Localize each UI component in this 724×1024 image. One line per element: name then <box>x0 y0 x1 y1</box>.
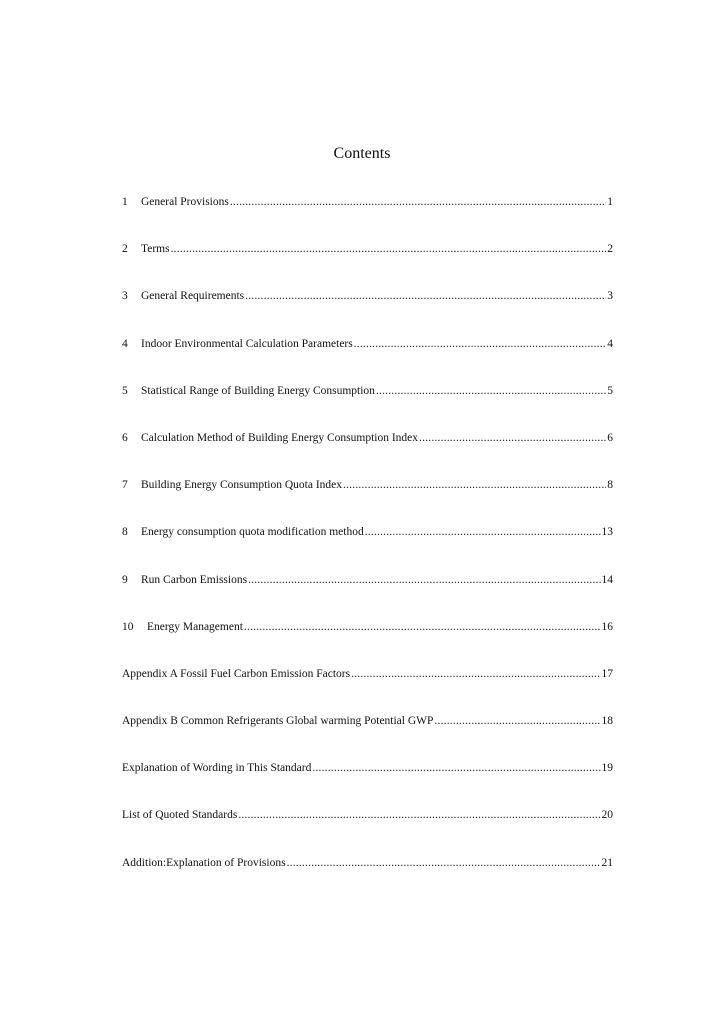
toc-entry-explanation-wording[interactable] <box>122 760 613 807</box>
toc-entry-page: 8 <box>607 479 613 492</box>
dot-leader <box>248 572 600 588</box>
toc-entry-7[interactable] <box>122 477 613 524</box>
toc-entry-label: Addition:Explanation of Provisions <box>122 856 286 869</box>
toc-entry-4[interactable] <box>122 336 613 383</box>
toc-entry-label: Appendix B Common Refrigerants Global warming Potential GWP <box>122 715 434 728</box>
toc-entry-page: 14 <box>601 573 613 586</box>
dot-leader <box>245 288 606 304</box>
dot-leader <box>238 807 600 823</box>
toc-entry-page: 2 <box>607 243 613 256</box>
toc-entry-8[interactable] <box>122 524 613 571</box>
toc-entry-label: Terms <box>141 243 170 256</box>
dot-leader <box>365 524 601 540</box>
toc-entry-label: Calculation Method of Building Energy Consumption Index <box>141 431 419 444</box>
toc-entry-page: 21 <box>601 856 613 869</box>
toc-entry-label: Energy consumption quota modification method <box>141 526 364 539</box>
toc-entry-label: Energy Management <box>147 620 243 633</box>
toc-entry-page: 3 <box>607 290 613 303</box>
toc-entry-page: 13 <box>601 526 613 539</box>
toc-entry-number: 10 <box>122 620 134 633</box>
dot-leader <box>244 619 601 635</box>
toc-entry-number: 2 <box>122 243 128 256</box>
toc-entry-page: 16 <box>601 620 613 633</box>
toc-entry-quoted-standards[interactable] <box>122 807 613 854</box>
contents-title: Contents <box>333 145 391 162</box>
dot-leader <box>419 430 606 446</box>
toc-entry-page: 17 <box>601 667 613 680</box>
toc-entry-appendix-a[interactable] <box>122 666 613 713</box>
dot-leader <box>354 336 607 352</box>
toc-entry-label: Statistical Range of Building Energy Consumption <box>141 384 375 397</box>
toc-entry-3[interactable] <box>122 288 613 335</box>
toc-entry-label: List of Quoted Standards <box>122 809 238 822</box>
toc-entry-page: 6 <box>607 431 613 444</box>
dot-leader <box>343 477 606 493</box>
toc-entry-explanation-provisions[interactable] <box>122 855 613 902</box>
toc-entry-number: 4 <box>122 337 128 350</box>
toc-entry-label: Run Carbon Emissions <box>141 573 248 586</box>
dot-leader <box>230 194 606 210</box>
toc-entry-label: Explanation of Wording in This Standard <box>122 762 312 775</box>
toc-entry-number: 3 <box>122 290 128 303</box>
toc-entry-number: 5 <box>122 384 128 397</box>
dot-leader <box>312 760 600 776</box>
toc-entry-label: General Requirements <box>141 290 245 303</box>
toc-entry-label: Indoor Environmental Calculation Parameters <box>141 337 353 350</box>
toc-entry-number: 6 <box>122 431 128 444</box>
table-of-contents <box>122 194 613 902</box>
toc-entry-page: 1 <box>607 196 613 208</box>
dot-leader <box>171 241 607 257</box>
toc-entry-5[interactable] <box>122 383 613 430</box>
toc-entry-appendix-b[interactable] <box>122 713 613 760</box>
toc-entry-page: 20 <box>601 809 613 822</box>
toc-entry-label: Appendix A Fossil Fuel Carbon Emission Factors <box>122 667 351 680</box>
toc-entry-page: 19 <box>601 762 613 775</box>
toc-entry-6[interactable] <box>122 430 613 477</box>
toc-entry-number: 8 <box>122 526 128 539</box>
toc-entry-number: 7 <box>122 479 128 492</box>
dot-leader <box>376 383 606 399</box>
toc-entry-number: 9 <box>122 573 128 586</box>
toc-entry-page: 4 <box>607 337 613 350</box>
dot-leader <box>434 713 600 729</box>
toc-entry-10[interactable] <box>122 619 613 666</box>
dot-leader <box>351 666 600 682</box>
toc-entry-number: 1 <box>122 196 128 208</box>
dot-leader <box>287 855 601 871</box>
toc-entry-label: General Provisions <box>141 196 229 208</box>
toc-entry-2[interactable] <box>122 241 613 288</box>
toc-entry-page: 5 <box>607 384 613 397</box>
toc-entry-9[interactable] <box>122 572 613 619</box>
toc-entry-1[interactable] <box>122 194 613 241</box>
toc-entry-label: Building Energy Consumption Quota Index <box>141 479 343 492</box>
toc-entry-page: 18 <box>601 715 613 728</box>
